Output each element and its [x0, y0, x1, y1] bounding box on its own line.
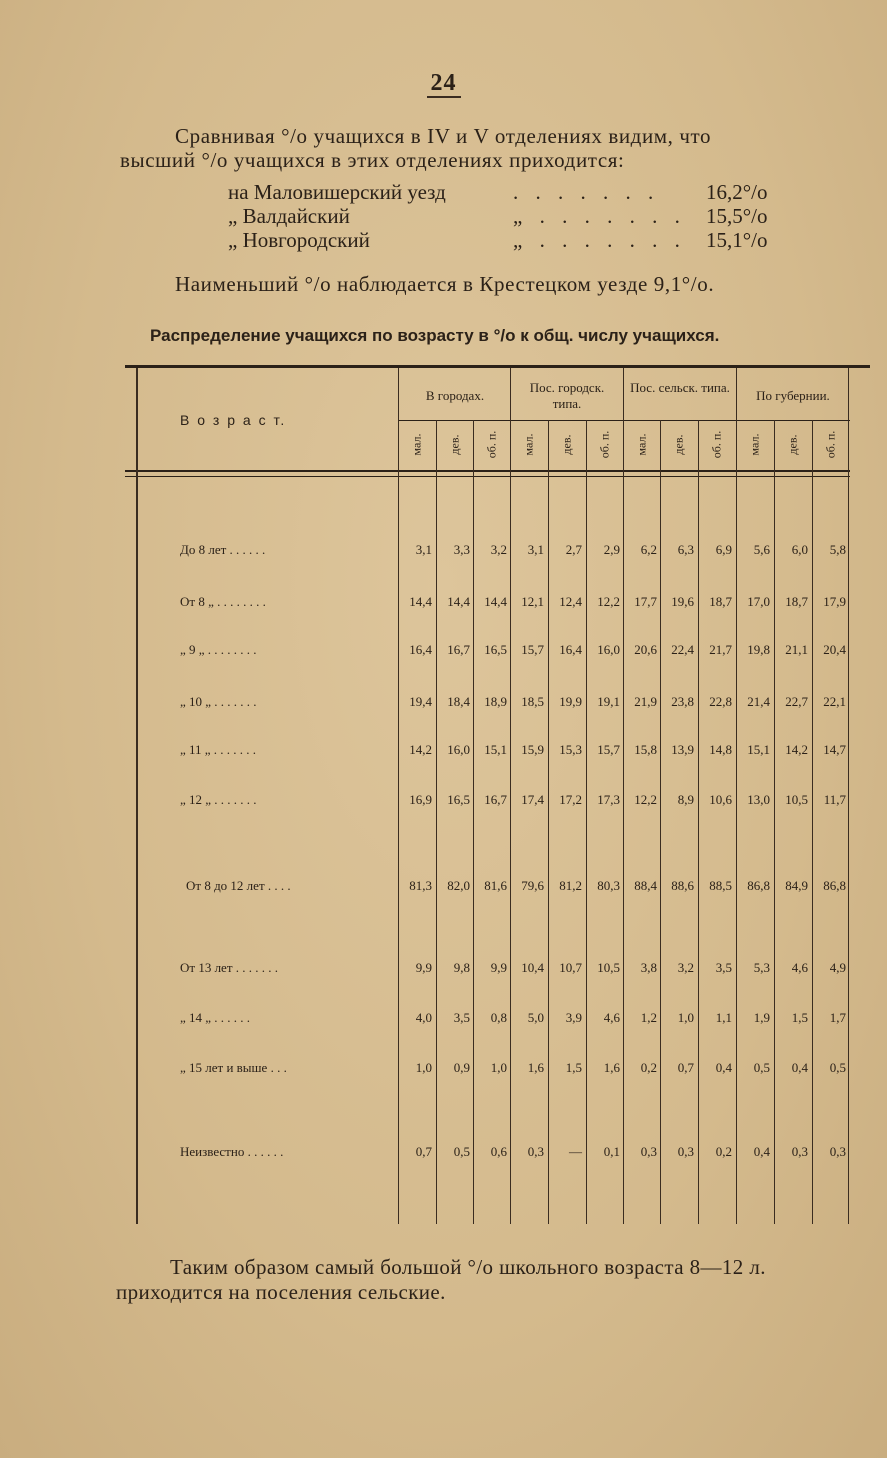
table-cell-value: 16,4 [559, 642, 582, 657]
table-cell-value: 12,1 [521, 594, 544, 609]
table-cell-value: 1,1 [715, 1010, 732, 1025]
table-cell-value: 1,6 [527, 1060, 544, 1075]
table-cell-value: 21,4 [747, 694, 770, 709]
table-cell-value: 8,9 [677, 792, 694, 807]
subcolumn-header: мал. [634, 433, 648, 456]
table-cell-value: 1,7 [829, 1010, 846, 1025]
table-cell-value: 88,5 [709, 878, 732, 893]
table-cell-value: 4,6 [603, 1010, 620, 1025]
table-cell-value: 0,9 [453, 1060, 470, 1075]
table-cell-value: 23,8 [671, 694, 694, 709]
age-row-label: От 13 лет . . . . . . . [180, 960, 279, 975]
table-cell-value: 18,9 [484, 694, 507, 709]
subcolumn-header: об. п. [484, 430, 498, 459]
uezd-name: на Маловишерский уезд [228, 180, 446, 204]
table-cell-value: 4,9 [829, 960, 846, 975]
column-rule [660, 420, 661, 1224]
table-cell-value: 5,8 [829, 542, 846, 557]
age-row-label: „ 11 „ . . . . . . . [180, 742, 257, 757]
age-row-label: „ 10 „ . . . . . . . [180, 694, 257, 709]
leader-dots: „ . . . . . . . [513, 228, 686, 252]
table-cell-value: 22,7 [785, 694, 808, 709]
table-cell-value: 3,3 [453, 542, 470, 557]
uezd-name: „ Валдайский [228, 204, 350, 228]
table-cell-value: 10,5 [597, 960, 620, 975]
table-cell-value: 21,1 [785, 642, 808, 657]
age-row-label: Неизвестно . . . . . . [180, 1144, 284, 1159]
table-cell-value: 84,9 [785, 878, 808, 893]
table-cell-value: 17,9 [823, 594, 846, 609]
table-cell-value: 12,2 [634, 792, 657, 807]
uezd-value: 16,2°/o [706, 180, 768, 204]
table-cell-value: 18,7 [709, 594, 732, 609]
table-cell-value: 0,4 [753, 1144, 770, 1159]
header-bottom-rule-2 [125, 476, 850, 477]
table-cell-value: 20,6 [634, 642, 657, 657]
table-cell-value: 15,7 [597, 742, 620, 757]
age-row-label: От 8 „ . . . . . . . . [180, 594, 266, 609]
table-cell-value: 3,8 [640, 960, 657, 975]
age-row-label: „ 9 „ . . . . . . . . [180, 642, 257, 657]
table-cell-value: 16,4 [409, 642, 432, 657]
conclusion-line-1: Таким образом самый большой °/o школьного возраста 8—12 л. [170, 1255, 766, 1279]
table-cell-value: 0,2 [715, 1144, 732, 1159]
table-cell-value: 0,7 [677, 1060, 694, 1075]
table-cell-value: 0,5 [753, 1060, 770, 1075]
table-cell-value: 0,3 [527, 1144, 544, 1159]
table-cell-value: 15,7 [521, 642, 544, 657]
table-cell-value: 12,4 [559, 594, 582, 609]
age-row-label: До 8 лет . . . . . . [180, 542, 266, 557]
group-header-rural-settlements: Пос. сельск. типа. [630, 380, 730, 395]
column-rule [774, 420, 775, 1224]
table-cell-value: 1,9 [753, 1010, 770, 1025]
intro-line-2: высший °/o учащихся в этих отделениях приходится: [120, 148, 625, 172]
table-cell-value: 16,7 [447, 642, 470, 657]
table-cell-value: 14,2 [409, 742, 432, 757]
table-cell-value: 14,4 [484, 594, 507, 609]
table-cell-value: 16,0 [447, 742, 470, 757]
table-cell-value: 79,6 [521, 878, 544, 893]
table-cell-value: 9,9 [490, 960, 507, 975]
subcolumn-header: дев. [785, 434, 799, 455]
table-cell-value: 0,8 [490, 1010, 507, 1025]
table-cell-value: 4,0 [415, 1010, 432, 1025]
table-cell-value: 17,2 [559, 792, 582, 807]
table-cell-value: 13,9 [671, 742, 694, 757]
table-cell-value: 0,6 [490, 1144, 507, 1159]
table-cell-value: 17,4 [521, 792, 544, 807]
table-cell-value: 10,5 [785, 792, 808, 807]
table-cell-value: 3,5 [453, 1010, 470, 1025]
table-cell-value: 1,5 [565, 1060, 582, 1075]
table-cell-value: 13,0 [747, 792, 770, 807]
conclusion-line-2: приходится на поселения сельские. [116, 1280, 446, 1304]
table-cell-value: 11,7 [823, 792, 846, 807]
intro-line-1: Сравнивая °/o учащихся в IV и V отделениях видим, что [175, 124, 712, 148]
subcolumn-header: мал. [747, 433, 761, 456]
table-cell-value: 3,5 [715, 960, 732, 975]
table-cell-value: 0,3 [791, 1144, 808, 1159]
table-cell-value: 15,9 [521, 742, 544, 757]
group-header-rule [398, 420, 850, 421]
table-cell-value: 14,2 [785, 742, 808, 757]
table-cell-value: 5,6 [753, 542, 770, 557]
table-caption: Распределение учащихся по возрасту в °/o к общ. числу учащихся. [150, 326, 720, 345]
table-cell-value: 17,7 [634, 594, 657, 609]
table-cell-value: 14,8 [709, 742, 732, 757]
uezd-value: 15,1°/o [706, 228, 768, 252]
table-cell-value: 10,6 [709, 792, 732, 807]
table-cell-value: 18,4 [447, 694, 470, 709]
table-cell-value: 1,2 [640, 1010, 657, 1025]
table-cell-value: 1,0 [677, 1010, 694, 1025]
table-cell-value: 3,1 [415, 542, 432, 557]
table-cell-value: 0,3 [829, 1144, 846, 1159]
uezd-value: 15,5°/o [706, 204, 768, 228]
table-cell-value: 86,8 [747, 878, 770, 893]
table-cell-value: 82,0 [447, 878, 470, 893]
table-cell-value: 21,7 [709, 642, 732, 657]
table-cell-value: 22,4 [671, 642, 694, 657]
table-cell-value: 86,8 [823, 878, 846, 893]
table-cell-value: 1,0 [415, 1060, 432, 1075]
table-cell-value: 5,3 [753, 960, 770, 975]
table-cell-value: 19,8 [747, 642, 770, 657]
table-cell-value: 19,1 [597, 694, 620, 709]
group-header-cities: В городах. [425, 388, 485, 403]
table-cell-value: 10,4 [521, 960, 544, 975]
subcolumn-header: дев. [447, 434, 461, 455]
table-cell-value: 81,6 [484, 878, 507, 893]
table-cell-value: 15,3 [559, 742, 582, 757]
age-column-header: В о з р а с т. [180, 412, 287, 428]
table-cell-value: 14,7 [823, 742, 846, 757]
table-cell-value: 19,6 [671, 594, 694, 609]
subcolumn-header: об. п. [823, 430, 837, 459]
table-cell-value: 5,0 [527, 1010, 544, 1025]
age-row-label: „ 15 лет и выше . . . [180, 1060, 287, 1075]
table-cell-value: 16,5 [447, 792, 470, 807]
uezd-name: „ Новгородский [228, 228, 370, 252]
table-cell-value: 19,4 [409, 694, 432, 709]
table-cell-value: 10,7 [559, 960, 582, 975]
table-cell-value: 22,1 [823, 694, 846, 709]
column-rule [436, 420, 437, 1224]
table-cell-value: 2,9 [603, 542, 620, 557]
column-rule [586, 420, 587, 1224]
table-cell-value: 14,4 [409, 594, 432, 609]
table-cell-value: 17,0 [747, 594, 770, 609]
table-cell-value: 0,4 [791, 1060, 808, 1075]
column-rule [698, 420, 699, 1224]
table-cell-value: 88,6 [671, 878, 694, 893]
table-cell-value: 81,2 [559, 878, 582, 893]
page-number: 24 [0, 70, 887, 97]
table-cell-value: 15,1 [484, 742, 507, 757]
leader-dots: „ . . . . . . . [513, 204, 686, 228]
table-cell-value: 1,5 [791, 1010, 808, 1025]
table-cell-value: 15,1 [747, 742, 770, 757]
table-cell-value: 0,3 [640, 1144, 657, 1159]
table-cell-value: 18,5 [521, 694, 544, 709]
table-cell-value: 9,8 [453, 960, 470, 975]
table-cell-value: 2,7 [565, 542, 582, 557]
column-rule [548, 420, 549, 1224]
subcolumn-header: дев. [559, 434, 573, 455]
group-header-province: По губернии. [756, 388, 830, 403]
age-row-label: „ 12 „ . . . . . . . [180, 792, 257, 807]
table-cell-value: 6,9 [715, 542, 732, 557]
table-right-rule [848, 368, 849, 1224]
table-cell-value: 81,3 [409, 878, 432, 893]
table-cell-value: 0,2 [640, 1060, 657, 1075]
table-cell-value: 19,9 [559, 694, 582, 709]
table-cell-value: 15,8 [634, 742, 657, 757]
table-cell-value: 9,9 [415, 960, 432, 975]
table-cell-value: 0,7 [415, 1144, 432, 1159]
table-cell-value: 18,7 [785, 594, 808, 609]
table-cell-value: 4,6 [791, 960, 808, 975]
table-cell-value: 0,4 [715, 1060, 732, 1075]
table-cell-value: 16,0 [597, 642, 620, 657]
table-cell-value: — [569, 1144, 582, 1159]
table-cell-value: 6,2 [640, 542, 657, 557]
subcolumn-header: об. п. [709, 430, 723, 459]
table-left-rule [136, 368, 138, 1224]
table-cell-value: 0,5 [453, 1144, 470, 1159]
table-cell-value: 16,9 [409, 792, 432, 807]
subcolumn-header: мал. [521, 433, 535, 456]
table-cell-value: 3,9 [565, 1010, 582, 1025]
group-header-urban-settlements: Пос. городск. типа. [529, 380, 605, 411]
table-cell-value: 0,3 [677, 1144, 694, 1159]
table-cell-value: 16,5 [484, 642, 507, 657]
lowest-statement: Наименьший °/o наблюдается в Крестецком уезде 9,1°/o. [175, 272, 715, 296]
column-rule [473, 420, 474, 1224]
table-cell-value: 6,3 [677, 542, 694, 557]
table-cell-value: 88,4 [634, 878, 657, 893]
table-cell-value: 22,8 [709, 694, 732, 709]
table-cell-value: 0,1 [603, 1144, 620, 1159]
table-cell-value: 3,2 [677, 960, 694, 975]
table-cell-value: 12,2 [597, 594, 620, 609]
age-row-label: „ 14 „ . . . . . . [180, 1010, 251, 1025]
table-cell-value: 6,0 [791, 542, 808, 557]
age-row-label: От 8 до 12 лет . . . . [186, 878, 291, 893]
table-cell-value: 1,0 [490, 1060, 507, 1075]
table-cell-value: 3,1 [527, 542, 544, 557]
table-cell-value: 21,9 [634, 694, 657, 709]
table-cell-value: 3,2 [490, 542, 507, 557]
table-cell-value: 20,4 [823, 642, 846, 657]
subcolumn-header: об. п. [597, 430, 611, 459]
table-cell-value: 17,3 [597, 792, 620, 807]
table-cell-value: 16,7 [484, 792, 507, 807]
table-cell-value: 0,5 [829, 1060, 846, 1075]
subcolumn-header: дев. [671, 434, 685, 455]
column-rule [812, 420, 813, 1224]
header-bottom-rule [125, 470, 850, 472]
leader-dots: . . . . . . . [513, 180, 660, 204]
table-top-rule [125, 365, 870, 368]
table-cell-value: 1,6 [603, 1060, 620, 1075]
table-cell-value: 80,3 [597, 878, 620, 893]
subcolumn-header: мал. [409, 433, 423, 456]
table-cell-value: 14,4 [447, 594, 470, 609]
